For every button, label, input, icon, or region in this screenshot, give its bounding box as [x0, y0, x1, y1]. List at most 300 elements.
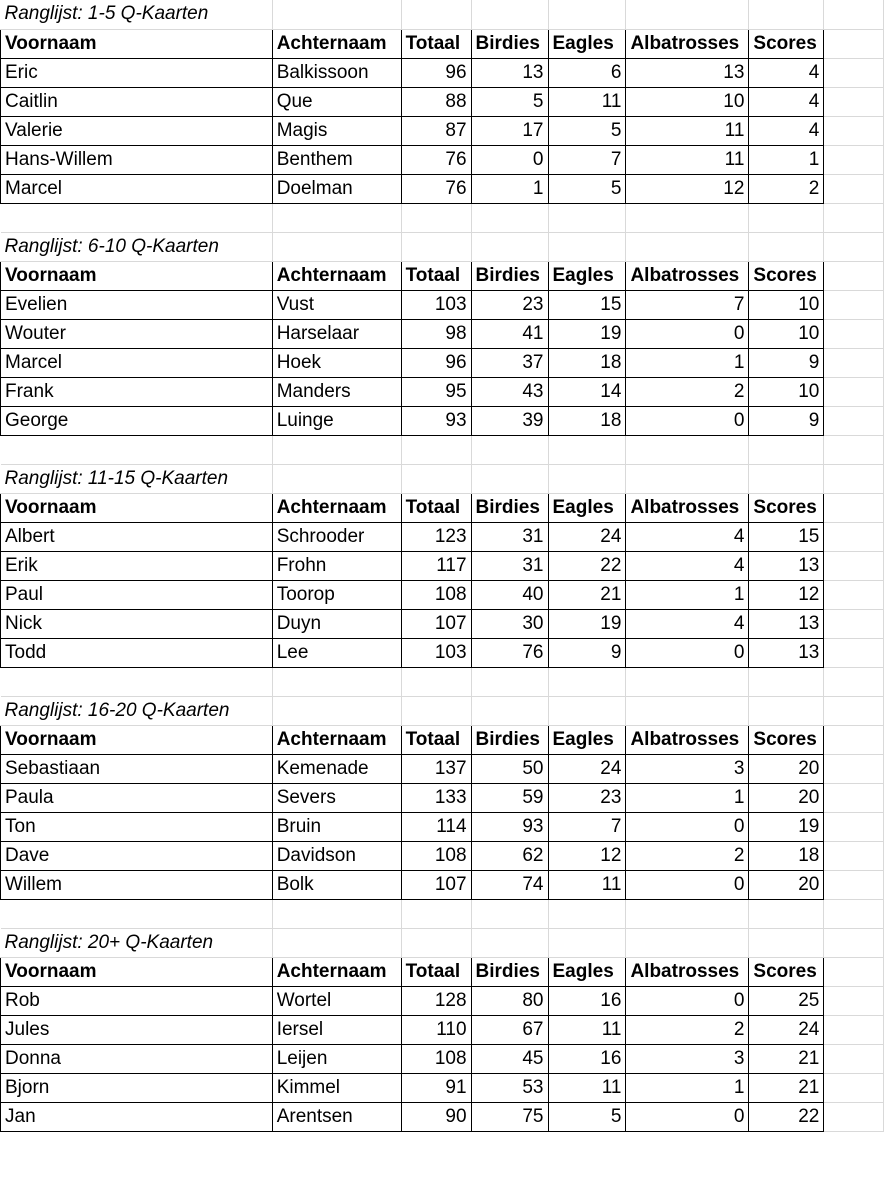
column-header-voornaam[interactable]: Voornaam: [1, 493, 273, 522]
cell-achternaam[interactable]: Magis: [272, 116, 401, 145]
empty-cell[interactable]: [272, 899, 401, 928]
cell-albatrosses[interactable]: 11: [626, 145, 749, 174]
cell-achternaam[interactable]: Kimmel: [272, 1073, 401, 1102]
cell-totaal[interactable]: 95: [401, 377, 471, 406]
column-header-scores[interactable]: Scores: [749, 725, 824, 754]
empty-cell[interactable]: [749, 435, 824, 464]
column-header-achternaam[interactable]: Achternaam: [272, 957, 401, 986]
empty-cell[interactable]: [749, 464, 824, 493]
cell-voornaam[interactable]: Wouter: [1, 319, 273, 348]
empty-cell[interactable]: [824, 58, 884, 87]
cell-voornaam[interactable]: Erik: [1, 551, 273, 580]
cell-achternaam[interactable]: Arentsen: [272, 1102, 401, 1131]
column-header-voornaam[interactable]: Voornaam: [1, 725, 273, 754]
cell-voornaam[interactable]: Jan: [1, 1102, 273, 1131]
cell-totaal[interactable]: 107: [401, 870, 471, 899]
empty-cell[interactable]: [749, 0, 824, 29]
cell-scores[interactable]: 13: [749, 609, 824, 638]
cell-scores[interactable]: 20: [749, 783, 824, 812]
cell-birdies[interactable]: 39: [471, 406, 548, 435]
cell-albatrosses[interactable]: 0: [626, 870, 749, 899]
empty-cell[interactable]: [401, 464, 471, 493]
empty-cell[interactable]: [548, 928, 626, 957]
column-header-totaal[interactable]: Totaal: [401, 493, 471, 522]
cell-birdies[interactable]: 76: [471, 638, 548, 667]
column-header-eagles[interactable]: Eagles: [548, 261, 626, 290]
column-header-albatrosses[interactable]: Albatrosses: [626, 29, 749, 58]
section-title[interactable]: Ranglijst: 6-10 Q-Kaarten: [1, 232, 273, 261]
empty-cell[interactable]: [272, 0, 401, 29]
cell-birdies[interactable]: 17: [471, 116, 548, 145]
cell-eagles[interactable]: 11: [548, 1073, 626, 1102]
cell-scores[interactable]: 20: [749, 870, 824, 899]
cell-eagles[interactable]: 18: [548, 406, 626, 435]
cell-birdies[interactable]: 93: [471, 812, 548, 841]
empty-cell[interactable]: [749, 928, 824, 957]
cell-voornaam[interactable]: Willem: [1, 870, 273, 899]
column-header-scores[interactable]: Scores: [749, 493, 824, 522]
empty-cell[interactable]: [749, 667, 824, 696]
column-header-birdies[interactable]: Birdies: [471, 725, 548, 754]
cell-eagles[interactable]: 12: [548, 841, 626, 870]
cell-birdies[interactable]: 41: [471, 319, 548, 348]
column-header-birdies[interactable]: Birdies: [471, 261, 548, 290]
empty-cell[interactable]: [272, 667, 401, 696]
column-header-achternaam[interactable]: Achternaam: [272, 29, 401, 58]
cell-albatrosses[interactable]: 4: [626, 551, 749, 580]
cell-achternaam[interactable]: Toorop: [272, 580, 401, 609]
empty-cell[interactable]: [471, 899, 548, 928]
empty-cell[interactable]: [401, 203, 471, 232]
cell-voornaam[interactable]: Valerie: [1, 116, 273, 145]
cell-achternaam[interactable]: Benthem: [272, 145, 401, 174]
cell-achternaam[interactable]: Frohn: [272, 551, 401, 580]
cell-achternaam[interactable]: Kemenade: [272, 754, 401, 783]
empty-cell[interactable]: [824, 812, 884, 841]
cell-albatrosses[interactable]: 0: [626, 406, 749, 435]
empty-cell[interactable]: [548, 435, 626, 464]
cell-achternaam[interactable]: Balkissoon: [272, 58, 401, 87]
empty-cell[interactable]: [626, 899, 749, 928]
cell-birdies[interactable]: 0: [471, 145, 548, 174]
empty-cell[interactable]: [824, 29, 884, 58]
cell-eagles[interactable]: 14: [548, 377, 626, 406]
cell-voornaam[interactable]: Bjorn: [1, 1073, 273, 1102]
empty-cell[interactable]: [471, 435, 548, 464]
empty-cell[interactable]: [401, 667, 471, 696]
cell-albatrosses[interactable]: 1: [626, 348, 749, 377]
cell-albatrosses[interactable]: 10: [626, 87, 749, 116]
empty-cell[interactable]: [471, 928, 548, 957]
cell-voornaam[interactable]: Caitlin: [1, 87, 273, 116]
cell-voornaam[interactable]: Frank: [1, 377, 273, 406]
empty-cell[interactable]: [471, 203, 548, 232]
cell-eagles[interactable]: 11: [548, 1015, 626, 1044]
empty-cell[interactable]: [471, 464, 548, 493]
cell-scores[interactable]: 4: [749, 116, 824, 145]
column-header-albatrosses[interactable]: Albatrosses: [626, 493, 749, 522]
cell-scores[interactable]: 21: [749, 1044, 824, 1073]
cell-totaal[interactable]: 76: [401, 174, 471, 203]
cell-birdies[interactable]: 50: [471, 754, 548, 783]
cell-eagles[interactable]: 7: [548, 812, 626, 841]
cell-scores[interactable]: 2: [749, 174, 824, 203]
cell-scores[interactable]: 10: [749, 319, 824, 348]
empty-cell[interactable]: [824, 696, 884, 725]
cell-birdies[interactable]: 75: [471, 1102, 548, 1131]
cell-totaal[interactable]: 108: [401, 580, 471, 609]
cell-voornaam[interactable]: Albert: [1, 522, 273, 551]
cell-albatrosses[interactable]: 1: [626, 783, 749, 812]
empty-cell[interactable]: [824, 87, 884, 116]
empty-cell[interactable]: [626, 435, 749, 464]
empty-cell[interactable]: [471, 0, 548, 29]
cell-birdies[interactable]: 30: [471, 609, 548, 638]
cell-albatrosses[interactable]: 4: [626, 522, 749, 551]
cell-scores[interactable]: 15: [749, 522, 824, 551]
empty-cell[interactable]: [824, 841, 884, 870]
cell-albatrosses[interactable]: 0: [626, 319, 749, 348]
cell-albatrosses[interactable]: 11: [626, 116, 749, 145]
column-header-totaal[interactable]: Totaal: [401, 29, 471, 58]
empty-cell[interactable]: [626, 667, 749, 696]
cell-totaal[interactable]: 96: [401, 58, 471, 87]
column-header-achternaam[interactable]: Achternaam: [272, 261, 401, 290]
empty-cell[interactable]: [749, 232, 824, 261]
empty-cell[interactable]: [824, 899, 884, 928]
cell-totaal[interactable]: 117: [401, 551, 471, 580]
empty-cell[interactable]: [824, 551, 884, 580]
cell-achternaam[interactable]: Harselaar: [272, 319, 401, 348]
column-header-albatrosses[interactable]: Albatrosses: [626, 957, 749, 986]
cell-totaal[interactable]: 103: [401, 638, 471, 667]
cell-eagles[interactable]: 19: [548, 319, 626, 348]
empty-cell[interactable]: [1, 203, 273, 232]
column-header-birdies[interactable]: Birdies: [471, 957, 548, 986]
empty-cell[interactable]: [749, 696, 824, 725]
cell-totaal[interactable]: 91: [401, 1073, 471, 1102]
cell-voornaam[interactable]: Marcel: [1, 174, 273, 203]
empty-cell[interactable]: [272, 203, 401, 232]
empty-cell[interactable]: [272, 232, 401, 261]
cell-totaal[interactable]: 103: [401, 290, 471, 319]
column-header-voornaam[interactable]: Voornaam: [1, 957, 273, 986]
cell-voornaam[interactable]: Todd: [1, 638, 273, 667]
cell-scores[interactable]: 21: [749, 1073, 824, 1102]
empty-cell[interactable]: [824, 1102, 884, 1131]
column-header-scores[interactable]: Scores: [749, 957, 824, 986]
cell-birdies[interactable]: 59: [471, 783, 548, 812]
cell-scores[interactable]: 12: [749, 580, 824, 609]
cell-scores[interactable]: 9: [749, 348, 824, 377]
cell-achternaam[interactable]: Hoek: [272, 348, 401, 377]
cell-voornaam[interactable]: Dave: [1, 841, 273, 870]
cell-birdies[interactable]: 5: [471, 87, 548, 116]
empty-cell[interactable]: [401, 696, 471, 725]
empty-cell[interactable]: [272, 435, 401, 464]
empty-cell[interactable]: [824, 464, 884, 493]
cell-albatrosses[interactable]: 13: [626, 58, 749, 87]
cell-totaal[interactable]: 108: [401, 841, 471, 870]
cell-totaal[interactable]: 90: [401, 1102, 471, 1131]
cell-scores[interactable]: 20: [749, 754, 824, 783]
cell-albatrosses[interactable]: 2: [626, 1015, 749, 1044]
cell-scores[interactable]: 19: [749, 812, 824, 841]
cell-totaal[interactable]: 110: [401, 1015, 471, 1044]
empty-cell[interactable]: [824, 754, 884, 783]
cell-birdies[interactable]: 74: [471, 870, 548, 899]
empty-cell[interactable]: [272, 696, 401, 725]
empty-cell[interactable]: [824, 261, 884, 290]
empty-cell[interactable]: [401, 928, 471, 957]
empty-cell[interactable]: [824, 348, 884, 377]
cell-eagles[interactable]: 5: [548, 174, 626, 203]
cell-voornaam[interactable]: George: [1, 406, 273, 435]
empty-cell[interactable]: [824, 203, 884, 232]
empty-cell[interactable]: [824, 1073, 884, 1102]
cell-albatrosses[interactable]: 0: [626, 638, 749, 667]
cell-eagles[interactable]: 23: [548, 783, 626, 812]
cell-voornaam[interactable]: Donna: [1, 1044, 273, 1073]
empty-cell[interactable]: [824, 290, 884, 319]
cell-scores[interactable]: 4: [749, 87, 824, 116]
cell-scores[interactable]: 10: [749, 290, 824, 319]
cell-albatrosses[interactable]: 12: [626, 174, 749, 203]
cell-voornaam[interactable]: Rob: [1, 986, 273, 1015]
column-header-albatrosses[interactable]: Albatrosses: [626, 261, 749, 290]
cell-eagles[interactable]: 7: [548, 145, 626, 174]
cell-eagles[interactable]: 18: [548, 348, 626, 377]
cell-scores[interactable]: 18: [749, 841, 824, 870]
empty-cell[interactable]: [824, 928, 884, 957]
cell-achternaam[interactable]: Que: [272, 87, 401, 116]
cell-eagles[interactable]: 16: [548, 1044, 626, 1073]
empty-cell[interactable]: [749, 203, 824, 232]
section-title[interactable]: Ranglijst: 11-15 Q-Kaarten: [1, 464, 273, 493]
column-header-albatrosses[interactable]: Albatrosses: [626, 725, 749, 754]
cell-scores[interactable]: 13: [749, 551, 824, 580]
cell-totaal[interactable]: 96: [401, 348, 471, 377]
empty-cell[interactable]: [824, 522, 884, 551]
cell-voornaam[interactable]: Evelien: [1, 290, 273, 319]
column-header-birdies[interactable]: Birdies: [471, 493, 548, 522]
empty-cell[interactable]: [401, 435, 471, 464]
empty-cell[interactable]: [548, 464, 626, 493]
empty-cell[interactable]: [548, 232, 626, 261]
empty-cell[interactable]: [824, 145, 884, 174]
empty-cell[interactable]: [548, 696, 626, 725]
empty-cell[interactable]: [824, 783, 884, 812]
cell-voornaam[interactable]: Paula: [1, 783, 273, 812]
empty-cell[interactable]: [824, 870, 884, 899]
cell-birdies[interactable]: 23: [471, 290, 548, 319]
empty-cell[interactable]: [824, 493, 884, 522]
empty-cell[interactable]: [824, 580, 884, 609]
empty-cell[interactable]: [626, 928, 749, 957]
cell-totaal[interactable]: 88: [401, 87, 471, 116]
cell-totaal[interactable]: 87: [401, 116, 471, 145]
empty-cell[interactable]: [548, 899, 626, 928]
column-header-totaal[interactable]: Totaal: [401, 957, 471, 986]
empty-cell[interactable]: [824, 116, 884, 145]
empty-cell[interactable]: [824, 957, 884, 986]
column-header-eagles[interactable]: Eagles: [548, 29, 626, 58]
cell-birdies[interactable]: 31: [471, 522, 548, 551]
empty-cell[interactable]: [824, 174, 884, 203]
cell-birdies[interactable]: 40: [471, 580, 548, 609]
cell-albatrosses[interactable]: 7: [626, 290, 749, 319]
column-header-eagles[interactable]: Eagles: [548, 957, 626, 986]
empty-cell[interactable]: [824, 0, 884, 29]
cell-totaal[interactable]: 114: [401, 812, 471, 841]
empty-cell[interactable]: [824, 435, 884, 464]
cell-achternaam[interactable]: Schrooder: [272, 522, 401, 551]
cell-birdies[interactable]: 37: [471, 348, 548, 377]
column-header-totaal[interactable]: Totaal: [401, 261, 471, 290]
column-header-voornaam[interactable]: Voornaam: [1, 29, 273, 58]
cell-birdies[interactable]: 62: [471, 841, 548, 870]
cell-achternaam[interactable]: Leijen: [272, 1044, 401, 1073]
cell-albatrosses[interactable]: 3: [626, 754, 749, 783]
cell-birdies[interactable]: 80: [471, 986, 548, 1015]
cell-albatrosses[interactable]: 0: [626, 1102, 749, 1131]
cell-scores[interactable]: 25: [749, 986, 824, 1015]
section-title[interactable]: Ranglijst: 16-20 Q-Kaarten: [1, 696, 273, 725]
cell-achternaam[interactable]: Iersel: [272, 1015, 401, 1044]
empty-cell[interactable]: [824, 609, 884, 638]
cell-voornaam[interactable]: Nick: [1, 609, 273, 638]
cell-birdies[interactable]: 53: [471, 1073, 548, 1102]
empty-cell[interactable]: [548, 667, 626, 696]
empty-cell[interactable]: [824, 377, 884, 406]
empty-cell[interactable]: [824, 725, 884, 754]
cell-eagles[interactable]: 11: [548, 87, 626, 116]
cell-totaal[interactable]: 123: [401, 522, 471, 551]
empty-cell[interactable]: [272, 928, 401, 957]
cell-voornaam[interactable]: Marcel: [1, 348, 273, 377]
cell-voornaam[interactable]: Paul: [1, 580, 273, 609]
column-header-scores[interactable]: Scores: [749, 261, 824, 290]
cell-voornaam[interactable]: Ton: [1, 812, 273, 841]
cell-albatrosses[interactable]: 2: [626, 377, 749, 406]
empty-cell[interactable]: [749, 899, 824, 928]
cell-scores[interactable]: 13: [749, 638, 824, 667]
empty-cell[interactable]: [1, 667, 273, 696]
cell-scores[interactable]: 22: [749, 1102, 824, 1131]
empty-cell[interactable]: [626, 464, 749, 493]
cell-eagles[interactable]: 24: [548, 754, 626, 783]
cell-birdies[interactable]: 43: [471, 377, 548, 406]
cell-albatrosses[interactable]: 1: [626, 580, 749, 609]
cell-voornaam[interactable]: Jules: [1, 1015, 273, 1044]
empty-cell[interactable]: [824, 667, 884, 696]
cell-birdies[interactable]: 45: [471, 1044, 548, 1073]
cell-totaal[interactable]: 108: [401, 1044, 471, 1073]
cell-achternaam[interactable]: Vust: [272, 290, 401, 319]
cell-eagles[interactable]: 21: [548, 580, 626, 609]
cell-totaal[interactable]: 107: [401, 609, 471, 638]
empty-cell[interactable]: [1, 899, 273, 928]
empty-cell[interactable]: [401, 899, 471, 928]
cell-eagles[interactable]: 6: [548, 58, 626, 87]
empty-cell[interactable]: [626, 203, 749, 232]
column-header-eagles[interactable]: Eagles: [548, 493, 626, 522]
cell-eagles[interactable]: 11: [548, 870, 626, 899]
empty-cell[interactable]: [471, 232, 548, 261]
cell-scores[interactable]: 1: [749, 145, 824, 174]
cell-totaal[interactable]: 98: [401, 319, 471, 348]
cell-voornaam[interactable]: Hans-Willem: [1, 145, 273, 174]
column-header-voornaam[interactable]: Voornaam: [1, 261, 273, 290]
empty-cell[interactable]: [824, 986, 884, 1015]
empty-cell[interactable]: [824, 1015, 884, 1044]
cell-achternaam[interactable]: Doelman: [272, 174, 401, 203]
cell-scores[interactable]: 10: [749, 377, 824, 406]
empty-cell[interactable]: [471, 696, 548, 725]
empty-cell[interactable]: [471, 667, 548, 696]
column-header-achternaam[interactable]: Achternaam: [272, 493, 401, 522]
cell-achternaam[interactable]: Lee: [272, 638, 401, 667]
cell-eagles[interactable]: 19: [548, 609, 626, 638]
cell-birdies[interactable]: 67: [471, 1015, 548, 1044]
cell-achternaam[interactable]: Manders: [272, 377, 401, 406]
empty-cell[interactable]: [626, 232, 749, 261]
cell-eagles[interactable]: 5: [548, 116, 626, 145]
empty-cell[interactable]: [824, 1044, 884, 1073]
cell-achternaam[interactable]: Bruin: [272, 812, 401, 841]
cell-achternaam[interactable]: Wortel: [272, 986, 401, 1015]
empty-cell[interactable]: [824, 406, 884, 435]
cell-albatrosses[interactable]: 0: [626, 986, 749, 1015]
cell-totaal[interactable]: 133: [401, 783, 471, 812]
empty-cell[interactable]: [401, 0, 471, 29]
empty-cell[interactable]: [824, 319, 884, 348]
column-header-scores[interactable]: Scores: [749, 29, 824, 58]
cell-voornaam[interactable]: Eric: [1, 58, 273, 87]
cell-albatrosses[interactable]: 4: [626, 609, 749, 638]
cell-albatrosses[interactable]: 2: [626, 841, 749, 870]
empty-cell[interactable]: [548, 203, 626, 232]
cell-birdies[interactable]: 13: [471, 58, 548, 87]
empty-cell[interactable]: [824, 638, 884, 667]
cell-eagles[interactable]: 22: [548, 551, 626, 580]
cell-eagles[interactable]: 15: [548, 290, 626, 319]
cell-albatrosses[interactable]: 3: [626, 1044, 749, 1073]
empty-cell[interactable]: [401, 232, 471, 261]
cell-achternaam[interactable]: Bolk: [272, 870, 401, 899]
cell-birdies[interactable]: 31: [471, 551, 548, 580]
cell-eagles[interactable]: 24: [548, 522, 626, 551]
cell-achternaam[interactable]: Duyn: [272, 609, 401, 638]
empty-cell[interactable]: [548, 0, 626, 29]
column-header-achternaam[interactable]: Achternaam: [272, 725, 401, 754]
empty-cell[interactable]: [626, 696, 749, 725]
cell-eagles[interactable]: 9: [548, 638, 626, 667]
cell-voornaam[interactable]: Sebastiaan: [1, 754, 273, 783]
section-title[interactable]: Ranglijst: 20+ Q-Kaarten: [1, 928, 273, 957]
column-header-eagles[interactable]: Eagles: [548, 725, 626, 754]
cell-achternaam[interactable]: Davidson: [272, 841, 401, 870]
cell-eagles[interactable]: 5: [548, 1102, 626, 1131]
cell-achternaam[interactable]: Severs: [272, 783, 401, 812]
empty-cell[interactable]: [626, 0, 749, 29]
cell-totaal[interactable]: 128: [401, 986, 471, 1015]
cell-totaal[interactable]: 93: [401, 406, 471, 435]
empty-cell[interactable]: [1, 435, 273, 464]
cell-birdies[interactable]: 1: [471, 174, 548, 203]
cell-totaal[interactable]: 137: [401, 754, 471, 783]
cell-scores[interactable]: 4: [749, 58, 824, 87]
